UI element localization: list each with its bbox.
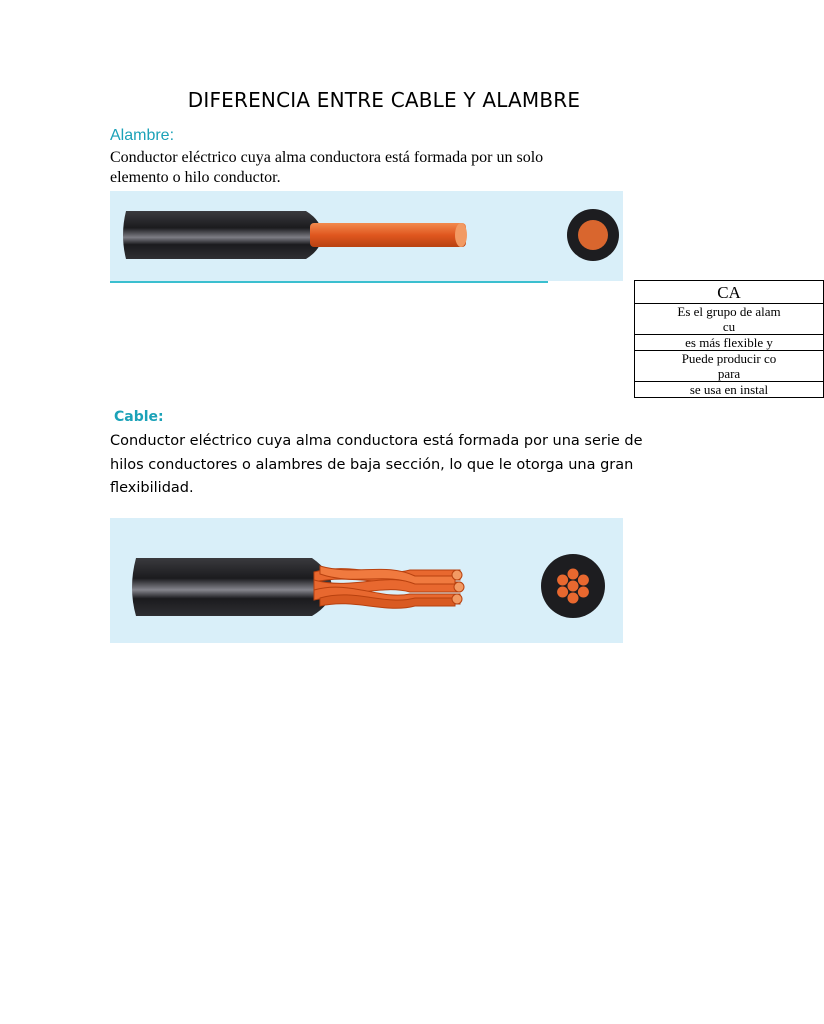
stranded-cable-graphic: [110, 518, 623, 643]
alambre-heading: Alambre:: [110, 127, 175, 144]
page-title: DIFERENCIA ENTRE CABLE Y ALAMBRE: [187, 88, 581, 112]
alambre-illustration: [110, 191, 623, 281]
table-cell-line: Es el grupo de alam: [677, 304, 781, 319]
comparison-table: [634, 280, 824, 398]
cable-illustration: [110, 518, 623, 643]
table-cell-line: cu: [722, 319, 736, 334]
alambre-definition-line: Conductor eléctrico cuya alma conductora está formada por un solo: [110, 149, 544, 166]
table-cell: [635, 351, 824, 382]
alambre-definition-line: elemento o hilo conductor.: [110, 169, 281, 186]
cable-definition-line: hilos conductores o alambres de baja sección, lo que le otorga una gran: [110, 456, 634, 473]
section-divider: [110, 281, 548, 283]
cable-definition-line: flexibilidad.: [110, 480, 194, 496]
alambre-definition: [110, 148, 630, 188]
table-cell-line: para: [717, 366, 741, 381]
table-cell-line: Puede producir co: [681, 351, 777, 366]
cable-definition-line: Conductor eléctrico cuya alma conductora está formada por una serie de: [110, 433, 643, 449]
table-cell: se usa en instal: [635, 382, 824, 398]
solid-wire-graphic: [110, 191, 623, 281]
table-cell: [635, 304, 824, 335]
cable-heading: Cable:: [114, 409, 164, 425]
table-cell: es más flexible y: [635, 335, 824, 351]
cable-definition: [110, 430, 660, 501]
table-header: CA: [635, 281, 824, 304]
